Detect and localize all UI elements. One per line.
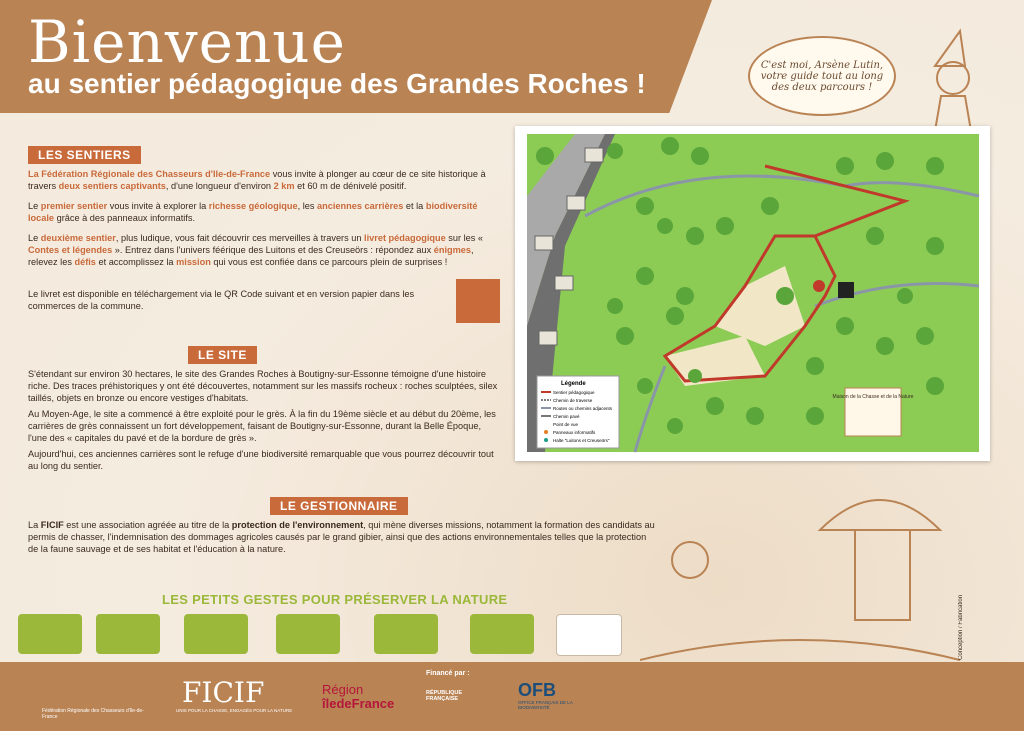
geste-card (96, 614, 160, 654)
map-legend-item: Point de vue (553, 422, 579, 427)
map-legend-swatch (544, 430, 548, 434)
ficif-logo: FICIF (182, 676, 265, 709)
credits-label: Conception / Fabrication (958, 594, 964, 660)
map-legend-item: Sentier pédagogique (553, 390, 595, 395)
site-paragraph-2: Au Moyen-Age, le site a commencé à être exploité pour le grès. À la fin du 19ème siècle et au début du 20ème, les carrières de grès connaissent un fort développement, faisant de Boutigny-sur-Essonne, durant la Belle Époque, l'une des « capitales du pavé et de la bordure de grès ». (28, 409, 496, 443)
map-legend-item: Chemin pavé (553, 414, 580, 419)
geste-card (556, 614, 622, 656)
page-subtitle: au sentier pédagogique des Grandes Roches ! (28, 68, 646, 99)
gestes-heading: LES PETITS GESTES POUR PRÉSERVER LA NATURE (162, 592, 508, 607)
guide-speech-bubble: C'est moi, Arsène Lutin, votre guide tout au long des deux parcours ! (748, 36, 896, 116)
section-heading-site: LE SITE (188, 346, 257, 364)
page-title: Bienvenue (28, 8, 346, 76)
republique-francaise-logo: RÉPUBLIQUE FRANÇAISE (426, 690, 463, 702)
ofb-tagline: OFFICE FRANÇAIS DE LA BIODIVERSITÉ (518, 700, 573, 710)
finance-label: Financé par : (426, 670, 470, 677)
elf-guide-illustration (905, 26, 1000, 136)
fairy-tale-illustration (640, 470, 960, 670)
site-paragraph-3: Aujourd'hui, ces anciennes carrières sont le refuge d'une biodiversité remarquable que vous pourrez découvrir tout au long du sentier. (28, 449, 494, 471)
map-legend-item: Halte "Luitons et Creuseörs" (553, 438, 610, 443)
geste-card (276, 614, 340, 654)
sentiers-paragraph-2: Le premier sentier vous invite à explorer la richesse géologique, les anciennes carrières et la biodiversité locale grâce à des panneaux informatifs. (28, 201, 478, 223)
qr-code[interactable] (456, 279, 500, 323)
sentiers-paragraph-1: La Fédération Régionale des Chasseurs d'Ile-de-France vous invite à plonger au cœur de ce site historique à travers deux sentiers captivants, d'une longueur d'environ 2 km et 60 m de dénivelé positif. (28, 169, 486, 191)
footer-banner (0, 662, 1024, 731)
map-legend-item: Chemin de traverse (553, 398, 593, 403)
section-heading-gestionnaire: LE GESTIONNAIRE (270, 497, 408, 515)
section-heading-sentiers: LES SENTIERS (28, 146, 141, 164)
map-house-label: Maison de la Chasse et de la Nature (832, 394, 914, 400)
region-logo-line1: Région (322, 682, 364, 697)
geste-card (374, 614, 438, 654)
gestionnaire-paragraph: La FICIF est une association agréée au titre de la protection de l'environnement, qui mène diverses missions, notamment la formation des candidats au permis de chasser, l'indemnisation des dommages agricoles causés par le grand gibier, ainsi que des actions environnementales telles que la protection de la faune sauvage et de ses habitat et l'éducation à la nature. (28, 520, 655, 554)
site-paragraph-1: S'étendant sur environ 30 hectares, le site des Grandes Roches à Boutigny-sur-Essonne témoigne d'une histoire riche. Des traces préhistoriques y ont été découvertes, notamment sur les massifs rocheux : roches sculptées, silex taillés, objets en bronze ou encore vestiges d'habitats. (28, 369, 498, 403)
frc-logo-text: Fédération Régionale des Chasseurs d'Ile-de-France (42, 708, 144, 720)
map-parking-icon (838, 282, 854, 298)
ficif-tagline: UNIS POUR LA CHASSE, ENGAGÉS POUR LA NATURE (176, 708, 293, 713)
map-legend-swatch (544, 438, 548, 442)
map-legend-item: Panneaux informatifs (553, 430, 596, 435)
region-logo-line2: îledeFrance (322, 696, 395, 711)
geste-card (18, 614, 82, 654)
sentiers-paragraph-3: Le deuxième sentier, plus ludique, vous fait découvrir ces merveilles à travers un livret pédagogique sur les « Contes et légendes ». Entrez dans l'univers féérique des Luitons et des Creuseörs : répondez aux énigmes, relevez les défis et accomplissez la mission qui vous est confiée dans ce parcours plein de surprises ! (28, 233, 484, 267)
trail-map-drawing (515, 126, 990, 461)
ofb-logo: OFB (518, 680, 556, 700)
geste-card (470, 614, 534, 654)
trail-map[interactable] (515, 126, 990, 461)
geste-card (184, 614, 248, 654)
map-legend-item: Routes ou chemins adjacents (553, 406, 613, 411)
map-location-pin-icon (813, 280, 825, 292)
sentiers-paragraph-4: Le livret est disponible en téléchargement via le QR Code suivant et en version papier dans les commerces de la commune. (28, 289, 415, 311)
map-legend-title: Légende (561, 381, 586, 387)
